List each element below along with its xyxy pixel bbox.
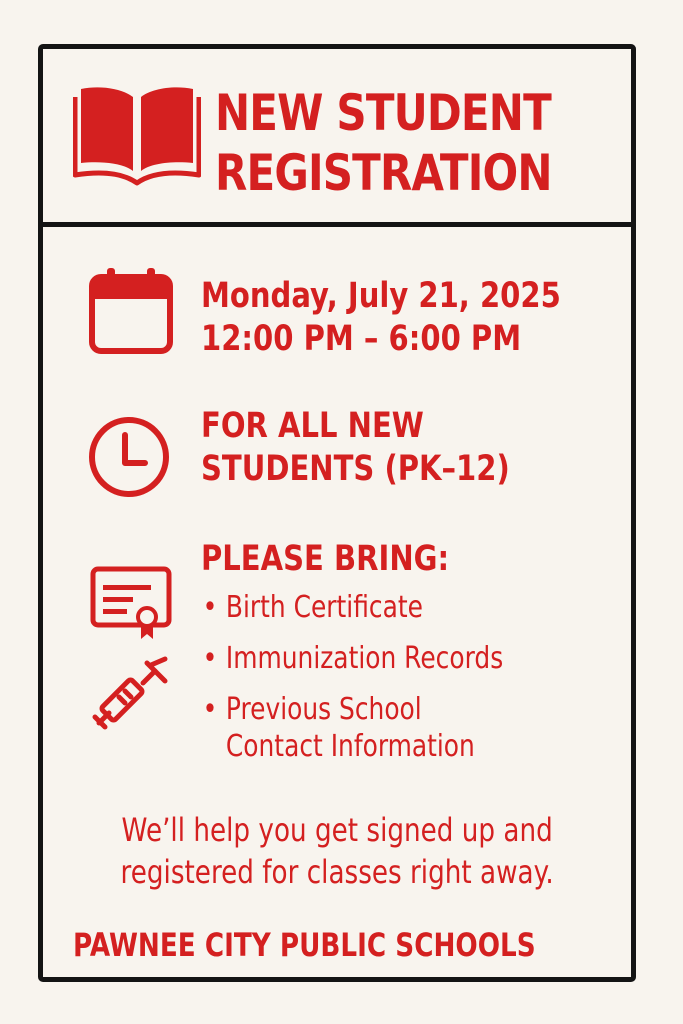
title-line-2: REGISTRATION [215, 144, 552, 202]
list-item-text: Previous School [225, 692, 422, 727]
organization-name: PAWNEE CITY PUBLIC SCHOOLS [73, 926, 536, 964]
event-datetime [201, 275, 561, 361]
eligibility-line-1: FOR ALL NEW [201, 406, 424, 446]
list-item [201, 640, 503, 677]
bring-list [201, 589, 503, 765]
certificate-icon [89, 565, 173, 641]
event-time: 12:00 PM – 6:00 PM [201, 319, 522, 359]
flyer-frame [38, 44, 636, 982]
open-book-icon [73, 83, 201, 189]
list-item [201, 589, 503, 626]
title-line-1: NEW STUDENT [215, 84, 551, 142]
helper-message-inner [120, 809, 553, 893]
bullet: • [202, 641, 218, 676]
page-title [215, 83, 552, 203]
eligibility-line-2: STUDENTS (PK–12) [201, 449, 510, 489]
flyer-header [43, 49, 631, 227]
bullet: • [202, 590, 218, 625]
clock-icon [87, 415, 171, 499]
list-item-text-continued: Contact Information [225, 729, 475, 764]
calendar-icon [87, 267, 175, 357]
bullet: • [202, 692, 218, 727]
eligibility [201, 405, 510, 491]
helper-message [43, 809, 631, 893]
list-item-text: Immunization Records [225, 641, 504, 676]
helper-line-2: registered for classes right away. [120, 853, 554, 891]
list-item [201, 691, 503, 765]
syringe-icon [91, 655, 173, 737]
event-date: Monday, July 21, 2025 [201, 276, 561, 316]
helper-line-1: We’ll help you get signed up and [121, 811, 553, 849]
bring-heading: PLEASE BRING: [201, 539, 450, 579]
list-item-text: Birth Certificate [225, 590, 423, 625]
